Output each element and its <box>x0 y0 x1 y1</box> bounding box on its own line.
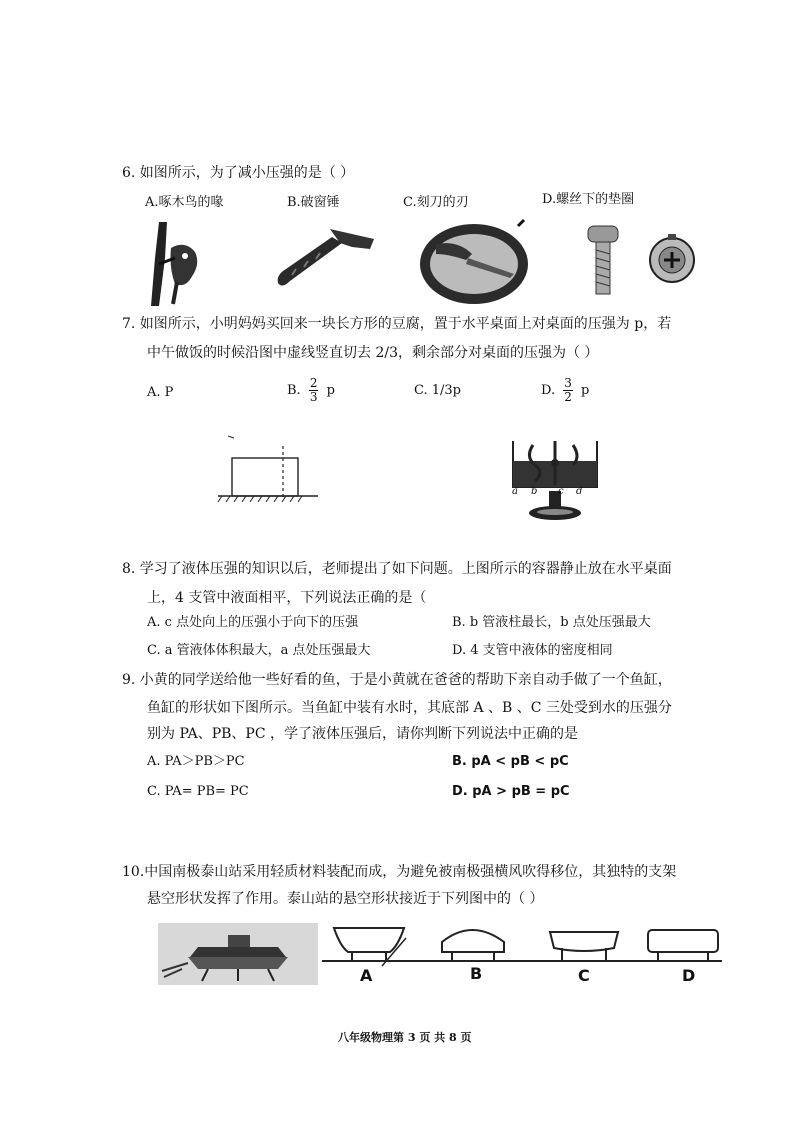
shape-label-c: C <box>578 966 590 985</box>
q7-line2: 中午做饭的时候沿图中虚线竖直切去 2/3，剩余部分对桌面的压强为（ ） <box>147 345 599 361</box>
taishan-station-photo <box>158 923 318 985</box>
engraving-knife-image <box>418 220 533 305</box>
q9-option-d: D. pA > pB = pC <box>452 784 570 799</box>
q7-option-c: C. 1/3p <box>414 383 461 398</box>
q7-option-d-fraction <box>563 377 573 404</box>
q9-option-a: A. PA＞PB＞PC <box>147 754 245 769</box>
apparatus-label-c: c <box>558 486 564 497</box>
q6-option-d: D.螺丝下的垫圈 <box>542 192 635 207</box>
liquid-container-diagram <box>505 435 605 525</box>
q7-line1: 7. 如图所示，小明妈妈买回来一块长方形的豆腐，置于水平桌面上对桌面的压强为 p，若 <box>122 316 672 332</box>
q9-option-c: C. PA= PB= PC <box>147 784 249 799</box>
q10-line2: 悬空形状发挥了作用。泰山站的悬空形状接近于下列图中的（ ） <box>147 891 544 907</box>
q7-option-b-denominator: 3 <box>309 390 318 404</box>
q7-option-a: A. P <box>147 385 174 400</box>
q7-option-b-numerator: 2 <box>309 376 318 390</box>
q7-option-b-unit: p <box>326 383 335 398</box>
q7-option-d-label: D. <box>541 383 556 398</box>
page-footer: 八年级物理第 3 页 共 8 页 <box>338 1031 472 1044</box>
station-shape-options <box>322 918 722 968</box>
window-hammer-image <box>270 225 380 295</box>
q10-line1: 10.中国南极泰山站采用轻质材料装配而成，为避免被南极强横风吹得移位，其独特的支架 <box>122 864 677 880</box>
q9-option-b: B. pA < pB < pC <box>452 754 569 769</box>
q6-stem: 6. 如图所示，为了减小压强的是（ ） <box>122 165 355 181</box>
q8-option-c: C. a 管液体体积最大，a 点处压强最大 <box>147 643 371 658</box>
q9-line2: 鱼缸的形状如下图所示。当鱼缸中装有水时，其底部 A 、B 、C 三处受到水的压强分 <box>147 700 672 716</box>
q7-option-d-numerator: 3 <box>564 376 572 390</box>
q7-option-d-denominator: 2 <box>564 390 572 404</box>
q7-option-d-unit: p <box>581 383 590 398</box>
q8-option-b: B. b 管液柱最长，b 点处压强最大 <box>452 615 651 630</box>
q6-option-c: C.刻刀的刃 <box>403 195 469 210</box>
shape-label-a: A <box>360 966 373 985</box>
q7-option-b-label: B. <box>287 383 301 398</box>
q7-option-b <box>287 377 335 404</box>
q9-line3: 别为 PA、PB、PC ，学了液体压强后，请你判断下列说法中正确的是 <box>147 726 578 742</box>
q8-option-a: A. c 点处向上的压强小于向下的压强 <box>147 615 359 630</box>
woodpecker-image <box>145 218 215 310</box>
q8-line2: 上，4 支管中液面相平，下列说法正确的是（ <box>147 590 427 606</box>
tofu-diagram <box>218 436 318 506</box>
shape-label-d: D <box>682 966 696 985</box>
shape-label-b: B <box>470 964 483 983</box>
q7-option-d <box>541 377 589 404</box>
q8-option-d: D. 4 支管中液体的密度相同 <box>452 643 613 658</box>
apparatus-label-d: d <box>576 486 583 497</box>
q8-line1: 8. 学习了液体压强的知识以后，老师提出了如下问题。上图所示的容器静止放在水平桌面 <box>122 561 672 577</box>
screw-washer-image <box>580 222 695 302</box>
q9-line1: 9. 小黄的同学送给他一些好看的鱼，于是小黄就在爸爸的帮助下亲自动手做了一个鱼缸， <box>122 672 672 688</box>
q6-option-a: A.啄木鸟的喙 <box>145 195 224 210</box>
q6-option-b: B.破窗锤 <box>287 195 340 210</box>
apparatus-label-b: b <box>531 486 538 497</box>
apparatus-label-a: a <box>512 486 518 497</box>
q7-option-b-fraction <box>309 377 319 404</box>
